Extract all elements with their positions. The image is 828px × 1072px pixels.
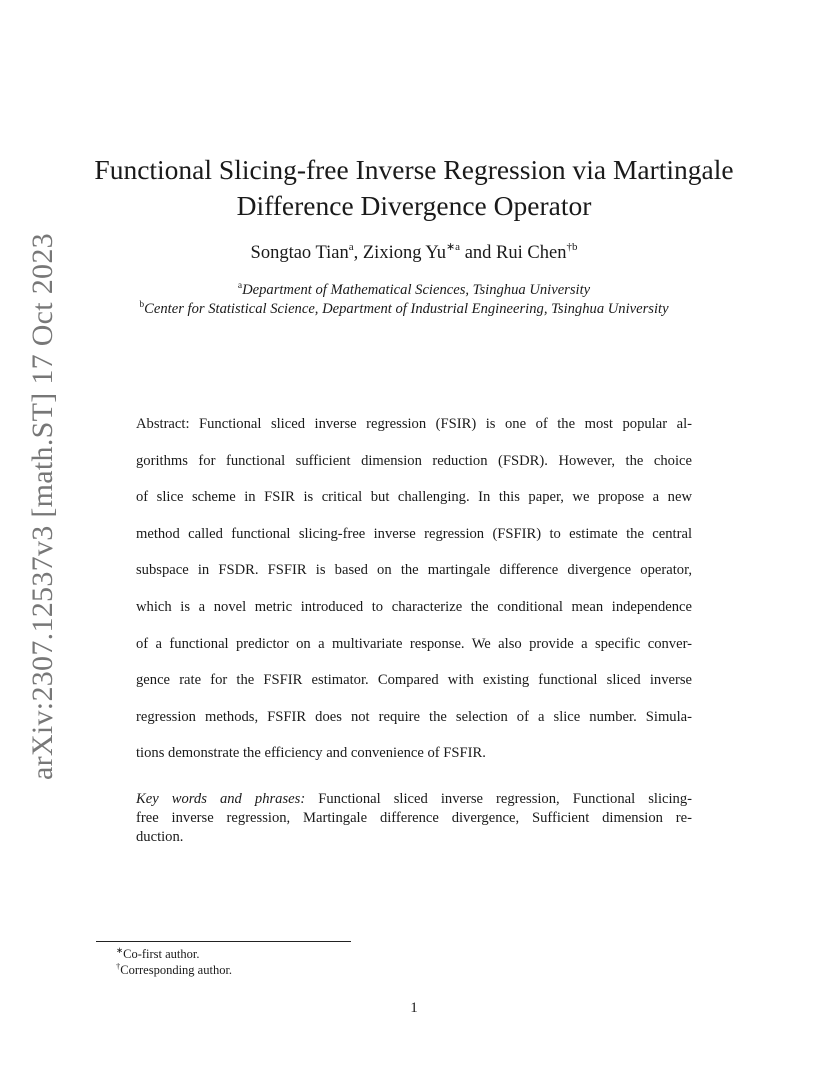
abstract-line: subspace in FSDR. FSFIR is based on the martingale difference divergence operator, bbox=[136, 562, 692, 579]
abstract-line: of a functional predictor on a multivariate response. We also provide a specific conver- bbox=[136, 635, 692, 652]
abstract-line: gence rate for the FSFIR estimator. Compared with existing functional sliced inverse bbox=[136, 672, 692, 689]
affiliation-b bbox=[30, 300, 778, 318]
abstract-line: Abstract: Functional sliced inverse regression (FSIR) is one of the most popular al- bbox=[136, 416, 692, 432]
footnote-mark: ∗ bbox=[116, 945, 124, 955]
paper-title bbox=[60, 152, 768, 224]
page-number: 1 bbox=[410, 1000, 418, 1016]
author-separator: , bbox=[353, 243, 363, 263]
affiliation-text: Department of Mathematical Sciences, Tsinghua University bbox=[242, 282, 591, 298]
author-name: Songtao Tian bbox=[250, 243, 349, 263]
keywords-label: Key words and phrases: bbox=[136, 791, 306, 807]
title-line-2: Difference Divergence Operator bbox=[236, 190, 592, 221]
footnote bbox=[116, 962, 232, 978]
footnote-divider bbox=[96, 941, 351, 942]
abstract-line: method called functional slicing-free inverse regression (FSFIR) to estimate the central bbox=[136, 525, 692, 542]
author-separator: and bbox=[460, 243, 497, 263]
author-list bbox=[60, 241, 768, 265]
keywords-text: Functional sliced inverse regression, Functional slicing- bbox=[305, 791, 692, 807]
author-affiliation-mark: †b bbox=[566, 241, 578, 253]
title-line-1: Functional Slicing-free Inverse Regression via Martingale bbox=[94, 154, 734, 185]
keywords-line: free inverse regression, Martingale difference divergence, Sufficient dimension re- bbox=[136, 810, 692, 826]
abstract-line: regression methods, FSFIR does not require the selection of a slice number. Simula- bbox=[136, 708, 692, 725]
author-affiliation-mark: a bbox=[348, 241, 354, 253]
footnote bbox=[116, 946, 232, 962]
abstract-line: which is a novel metric introduced to characterize the conditional mean independence bbox=[136, 598, 692, 615]
arxiv-identifier: arXiv:2307.12537v3 [math.ST] 17 Oct 2023 bbox=[26, 233, 59, 780]
footnote-text: Co-first author. bbox=[123, 947, 200, 961]
author-name: Zixiong Yu bbox=[362, 243, 446, 263]
affiliation-mark: a bbox=[237, 281, 243, 291]
affiliation-mark: b bbox=[139, 300, 145, 310]
author-affiliation-mark: ∗a bbox=[445, 241, 461, 253]
abstract-line: of slice scheme in FSIR is critical but challenging. In this paper, we propose a new bbox=[136, 489, 692, 506]
keywords-line: duction. bbox=[136, 829, 184, 845]
affiliation-a bbox=[40, 281, 788, 299]
footnote-text: Corresponding author. bbox=[120, 963, 233, 977]
author-name: Rui Chen bbox=[496, 243, 567, 263]
keywords-line bbox=[136, 790, 692, 809]
keywords bbox=[136, 790, 692, 847]
affiliation-text: Center for Statistical Science, Department of Industrial Engineering, Tsinghua University bbox=[144, 301, 669, 317]
footnote-mark: † bbox=[116, 961, 121, 971]
abstract-line: gorithms for functional sufficient dimension reduction (FSDR). However, the choice bbox=[136, 452, 692, 469]
abstract bbox=[136, 406, 692, 772]
abstract-line: tions demonstrate the efficiency and convenience of FSFIR. bbox=[136, 745, 486, 762]
footnotes bbox=[116, 946, 232, 978]
